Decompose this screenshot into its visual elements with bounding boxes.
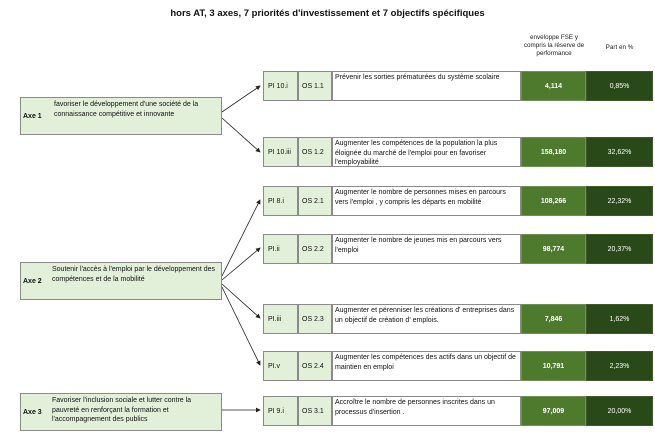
pct-cell: 20,00% bbox=[586, 396, 653, 426]
arrow-axe1-row2 bbox=[222, 118, 260, 152]
pi-cell: PI.v bbox=[263, 351, 298, 381]
arrow-axe2-row3 bbox=[222, 200, 260, 276]
axe-2-text: Soutenir l'accès à l'emploi par le développement des compétences et de la mobilité bbox=[52, 266, 215, 283]
page-title: hors AT, 3 axes, 7 priorités d'investissement et 7 objectifs spécifiques bbox=[170, 8, 485, 19]
objective-cell: Prévenir les sorties prématurées du système scolaire bbox=[332, 71, 521, 101]
pct-cell: 1,62% bbox=[586, 304, 653, 334]
value-cell: 158,180 bbox=[521, 137, 586, 167]
objective-cell: Augmenter et pérenniser les créations d' entreprises dans un objectif de création d' emplois. bbox=[332, 304, 521, 334]
pi-cell: PI.iii bbox=[263, 304, 298, 334]
value-cell: 7,846 bbox=[521, 304, 586, 334]
axe-2-label: Axe 2 bbox=[23, 278, 42, 285]
os-cell: OS 3.1 bbox=[298, 396, 332, 426]
objective-cell: Augmenter le nombre de personnes mises en parcours vers l'emploi , y compris les départs en mobilité bbox=[332, 186, 521, 216]
objective-cell: Augmenter le nombre de jeunes mis en parcours vers l'emploi bbox=[332, 234, 521, 264]
pct-cell: 2,23% bbox=[586, 351, 653, 381]
value-cell: 108,266 bbox=[521, 186, 586, 216]
os-cell: OS 2.1 bbox=[298, 186, 332, 216]
value-cell: 98,774 bbox=[521, 234, 586, 264]
os-cell: OS 1.2 bbox=[298, 137, 332, 167]
pct-cell: 32,62% bbox=[586, 137, 653, 167]
axe-1-text: favoriser le développement d'une société de la connaissance compétitive et innovante bbox=[54, 101, 199, 118]
os-cell: OS 2.2 bbox=[298, 234, 332, 264]
arrow-axe1-row1 bbox=[222, 86, 260, 112]
pi-cell: PI 9.i bbox=[263, 396, 298, 426]
value-cell: 4,114 bbox=[521, 71, 586, 101]
axe-3-label: Axe 3 bbox=[23, 409, 42, 416]
axe-3-box bbox=[20, 393, 222, 431]
axe-1-box bbox=[20, 97, 222, 135]
arrow-axe2-row6 bbox=[222, 287, 260, 365]
pi-cell: PI 8.i bbox=[263, 186, 298, 216]
os-cell: OS 2.3 bbox=[298, 304, 332, 334]
arrow-axe2-row5 bbox=[222, 284, 260, 318]
pi-cell: PI.ii bbox=[263, 234, 298, 264]
pi-cell: PI 10.i bbox=[263, 71, 298, 101]
pct-cell: 20,37% bbox=[586, 234, 653, 264]
objective-cell: Augmenter les compétences de la population la plus éloignée du marché de l'emploi pour en favoriser l'employabilité bbox=[332, 137, 521, 167]
objective-cell: Augmenter les compétences des actifs dans un objectif de maintien en emploi bbox=[332, 351, 521, 381]
header-enveloppe: enveloppe FSE y compris la réserve de performance bbox=[523, 34, 585, 57]
axe-1-label: Axe 1 bbox=[23, 113, 42, 120]
objective-cell: Accroître le nombre de personnes inscrites dans un processus d'insertion . bbox=[332, 396, 521, 426]
header-part: Part en % bbox=[605, 44, 634, 51]
value-cell: 97,009 bbox=[521, 396, 586, 426]
pi-cell: PI 10.iii bbox=[263, 137, 298, 167]
axe-3-text: Favoriser l'inclusion sociale et lutter contre la pauvreté en renforçant la formation et l'accompagnement des publics bbox=[52, 397, 192, 423]
value-cell: 10,791 bbox=[521, 351, 586, 381]
os-cell: OS 1.1 bbox=[298, 71, 332, 101]
os-cell: OS 2.4 bbox=[298, 351, 332, 381]
pct-cell: 22,32% bbox=[586, 186, 653, 216]
pct-cell: 0,85% bbox=[586, 71, 653, 101]
axe-2-box bbox=[20, 262, 222, 300]
